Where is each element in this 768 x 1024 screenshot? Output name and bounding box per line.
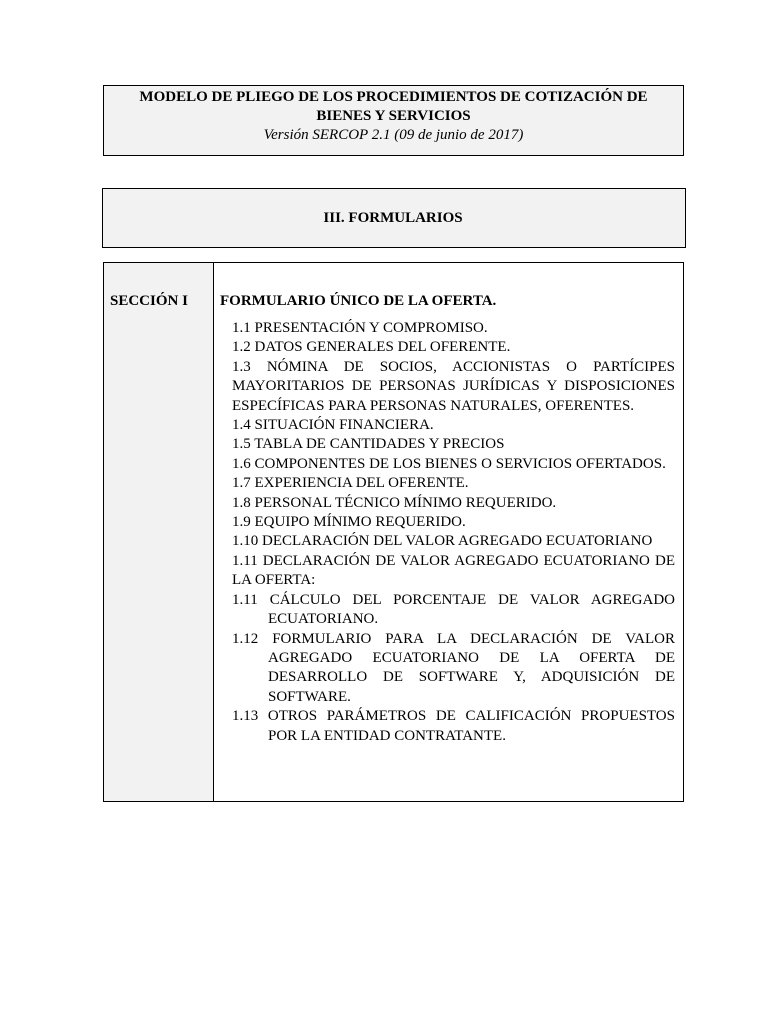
list-item: 1.10 DECLARACIÓN DEL VALOR AGREGADO ECUATORIANO: [232, 533, 653, 550]
list-item: 1.8 PERSONAL TÉCNICO MÍNIMO REQUERIDO.: [232, 494, 557, 511]
list-item: 1.12 FORMULARIO PARA LA DECLARACIÓN DE VALOR AGREGADO ECUATORIANO DE LA OFERTA DE DESARROLLO DE SOFTWARE Y, ADQUISICIÓN DE SOFTWARE.: [232, 630, 675, 705]
list-item: 1.11 CÁLCULO DEL PORCENTAJE DE VALOR AGREGADO ECUATORIANO.: [232, 591, 675, 628]
list-item: 1.3 NÓMINA DE SOCIOS, ACCIONISTAS O PARTÍCIPES MAYORITARIOS DE PERSONAS JURÍDICAS Y DISPOSICIONES ESPECÍFICAS PARA PERSONAS NATURALES, OFERENTES.: [232, 358, 675, 414]
section-title: III. FORMULARIOS: [323, 209, 463, 226]
list-item: 1.6 COMPONENTES DE LOS BIENES O SERVICIOS OFERTADOS.: [232, 455, 666, 472]
list-item: 1.9 EQUIPO MÍNIMO REQUERIDO.: [232, 514, 466, 531]
list-item: 1.5 TABLA DE CANTIDADES Y PRECIOS: [232, 436, 505, 453]
forms-table: [103, 262, 684, 802]
document-header-box: [103, 85, 684, 156]
forms-list-cell: [214, 263, 683, 801]
list-item: 1.11 DECLARACIÓN DE VALOR AGREGADO ECUATORIANO DE LA OFERTA:: [232, 552, 675, 589]
forms-list: [232, 319, 675, 746]
list-item: 1.1 PRESENTACIÓN Y COMPROMISO.: [232, 320, 488, 336]
form-heading: FORMULARIO ÚNICO DE LA OFERTA.: [220, 293, 497, 309]
list-item: 1.4 SITUACIÓN FINANCIERA.: [232, 417, 434, 434]
section-header-box: [102, 188, 686, 248]
list-item: 1.2 DATOS GENERALES DEL OFERENTE.: [232, 339, 511, 356]
document-version: Versión SERCOP 2.1 (09 de junio de 2017): [263, 127, 524, 143]
list-item: 1.7 EXPERIENCIA DEL OFERENTE.: [232, 475, 469, 492]
list-item: 1.13 OTROS PARÁMETROS DE CALIFICACIÓN PROPUESTOS POR LA ENTIDAD CONTRATANTE.: [232, 708, 675, 744]
section-label-cell: [104, 263, 214, 801]
document-title: MODELO DE PLIEGO DE LOS PROCEDIMIENTOS DE COTIZACIÓN DE BIENES Y SERVICIOS: [139, 89, 648, 124]
section-label: SECCIÓN I: [110, 293, 188, 309]
